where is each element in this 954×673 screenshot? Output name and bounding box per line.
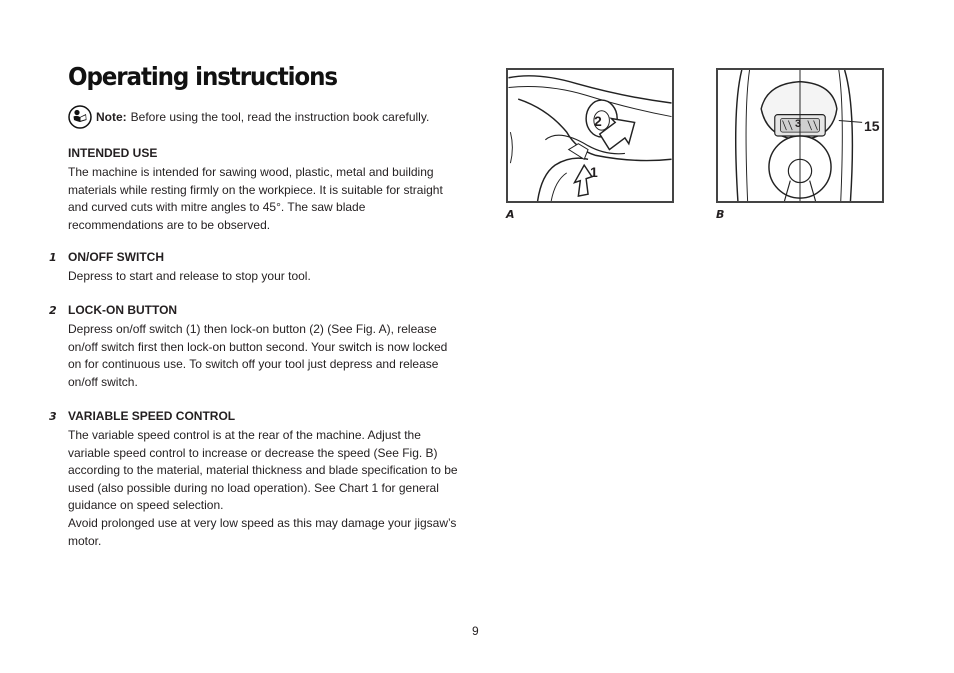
speed-dial-value: 3 — [795, 118, 802, 130]
lock-on-button-heading: LOCK-ON BUTTON — [68, 303, 178, 317]
variable-speed-text: The variable speed control is at the rear of the machine. Adjust the variable speed control to increase or decrease the speed (See Fig. B) according to the material, material thickness and blade specification to be used (also possible during no load operation). See Chart 1 for general guidance on speed selection. — [68, 428, 458, 513]
variable-speed-section — [68, 408, 458, 550]
on-off-switch-heading: ON/OFF SWITCH — [68, 250, 164, 264]
jigsaw-handle-illustration — [508, 70, 672, 201]
jigsaw-rear-illustration — [718, 70, 882, 201]
page-title: Operating instructions — [68, 62, 337, 91]
on-off-switch-section — [68, 249, 458, 286]
note — [68, 105, 429, 129]
section-number-1: 1 — [49, 251, 57, 264]
variable-speed-heading: VARIABLE SPEED CONTROL — [68, 409, 236, 423]
on-off-switch-text: Depress to start and release to stop your tool. — [68, 269, 311, 283]
section-number-2: 2 — [49, 304, 57, 317]
note-text: Before using the tool, read the instruction book carefully. — [130, 110, 430, 124]
callout-15: 15 — [864, 118, 880, 134]
figure-b-label: B — [716, 208, 725, 221]
callout-2: 2 — [594, 113, 602, 129]
note-label: Note: — [96, 110, 127, 124]
figure-a-label: A — [506, 208, 515, 221]
figure-b-speed-dial-illustration — [716, 68, 884, 203]
page-number: 9 — [472, 624, 479, 638]
intended-use-heading: INTENDED USE — [68, 146, 158, 160]
callout-1: 1 — [590, 164, 598, 180]
intended-use-section — [68, 145, 458, 234]
lock-on-button-text: Depress on/off switch (1) then lock-on button (2) (See Fig. A), release on/off switch first then lock-on button second. Your switch is now locked on for continuous use. To switch off your tool just depress and release on/off switch. — [68, 322, 448, 389]
variable-speed-warning: Avoid prolonged use at very low speed as this may damage your jigsaw’s motor. — [68, 515, 457, 548]
lock-on-button-section — [68, 302, 458, 391]
reading-person-icon — [68, 105, 92, 129]
section-number-3: 3 — [49, 410, 57, 423]
figure-a-switch-illustration — [506, 68, 674, 203]
intended-use-text: The machine is intended for sawing wood, plastic, metal and building materials while resting firmly on the workpiece. It is suitable for straight and curved cuts with mitre angles to 45°. The saw blade recommendations are to be observed. — [68, 165, 443, 232]
